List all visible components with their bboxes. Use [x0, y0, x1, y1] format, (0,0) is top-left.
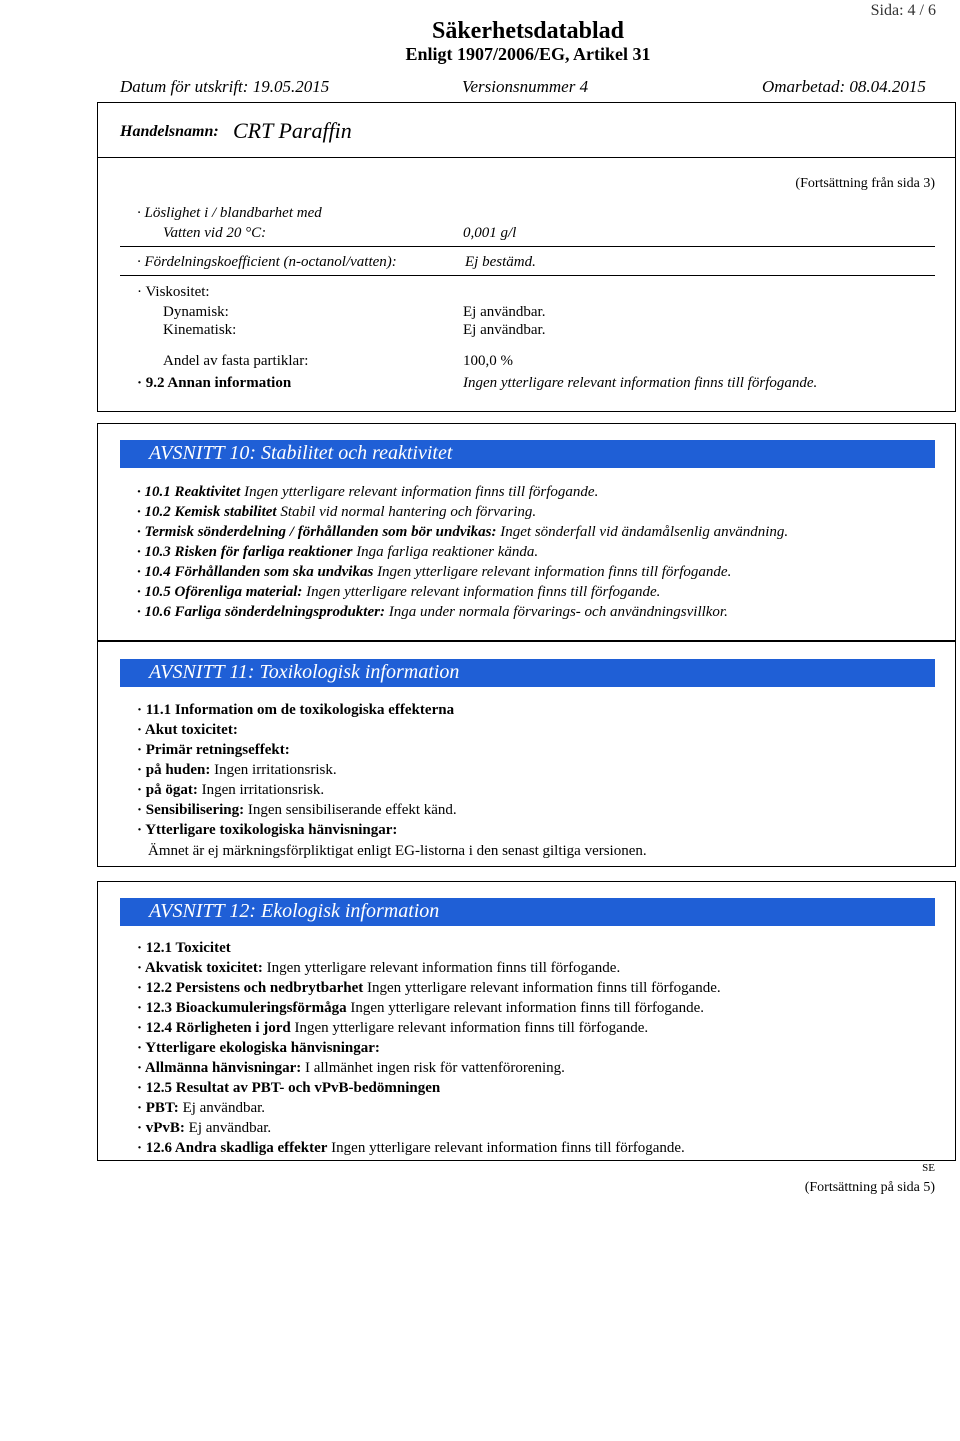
divider [120, 275, 935, 276]
additional-ecological-line: · Ytterligare ekologiska hänvisningar: [137, 1040, 380, 1056]
partition-value: Ej bestämd. [465, 254, 536, 270]
persistence-line: · 12.2 Persistens och nedbrytbarhet Ingen ytterligare relevant information finns till förfogande. [137, 980, 721, 996]
pbt-assessment-line: · 12.5 Resultat av PBT- och vPvB-bedömningen [137, 1080, 441, 1096]
general-notes-line: · Allmänna hänvisningar: I allmänhet ingen risk för vattenförorening. [137, 1060, 565, 1076]
toxicity-line: · 12.1 Toxicitet [137, 940, 231, 956]
eye-line: · på ögat: Ingen irritationsrisk. [137, 782, 325, 798]
document-subtitle: Enligt 1907/2006/EG, Artikel 31 [405, 44, 651, 64]
additional-toxicological-line: · Ytterligare toxikologiska hänvisningar: [137, 822, 398, 838]
document-title: Säkerhetsdatablad [431, 18, 625, 44]
viscosity-label: · Viskositet: [137, 284, 210, 300]
version-number: Versionsnummer 4 [462, 77, 589, 96]
section-12-heading: AVSNITT 12: Ekologisk information [149, 900, 440, 922]
bioaccumulation-line: · 12.3 Bioackumuleringsförmåga Ingen ytterligare relevant information finns till förfogande. [137, 1000, 704, 1016]
conditions-to-avoid-line: · 10.4 Förhållanden som ska undvikas Ingen ytterligare relevant information finns till förfogande. [137, 564, 732, 580]
reactivity-line: · 10.1 Reaktivitet Ingen ytterligare relevant information finns till förfogande. [137, 484, 599, 500]
incompatible-materials-line: · 10.5 Oförenliga material: Ingen ytterligare relevant information finns till förfogande. [137, 584, 661, 600]
trade-name: CRT Paraffin [233, 118, 352, 143]
section-10-heading-bar [120, 440, 935, 468]
acute-toxicity-line: · Akut toxicitet: [137, 722, 238, 738]
section-11-heading: AVSNITT 11: Toxikologisk information [149, 661, 460, 683]
solubility-label: · Löslighet i / blandbarhet med [137, 205, 322, 221]
chemical-stability-line: · 10.2 Kemisk stabilitet Stabil vid normal hantering och förvaring. [137, 504, 537, 520]
print-date: Datum för utskrift: 19.05.2015 [120, 77, 330, 96]
trade-name-label: Handelsnamn: [120, 123, 219, 140]
other-info-label: · 9.2 Annan information [137, 375, 292, 391]
solids-label: Andel av fasta partiklar: [163, 353, 309, 369]
section-11-heading-bar [120, 659, 935, 687]
other-info-value: Ingen ytterligare relevant information finns till förfogande. [463, 375, 818, 391]
revision-date: Omarbetad: 08.04.2015 [762, 77, 926, 96]
continued-from: (Fortsättning från sida 3) [795, 176, 935, 191]
dynamic-value: Ej användbar. [463, 304, 546, 320]
kinematic-value: Ej användbar. [463, 322, 546, 338]
other-adverse-effects-line: · 12.6 Andra skadliga effekter Ingen ytterligare relevant information finns till förfogande. [137, 1140, 685, 1156]
skin-line: · på huden: Ingen irritationsrisk. [137, 762, 337, 778]
primary-irritation-line: · Primär retningseffekt: [137, 742, 290, 758]
mobility-line: · 12.4 Rörligheten i jord Ingen ytterligare relevant information finns till förfogande. [137, 1020, 649, 1036]
continued-on: (Fortsättning på sida 5) [804, 1180, 935, 1195]
country-code: SE [922, 1162, 935, 1174]
water-label: Vatten vid 20 °C: [163, 225, 267, 241]
kinematic-label: Kinematisk: [163, 322, 237, 338]
trade-name-box [97, 102, 956, 158]
aquatic-toxicity-line: · Akvatisk toxicitet: Ingen ytterligare relevant information finns till förfogande. [137, 960, 621, 976]
pbt-line: · PBT: Ej användbar. [137, 1100, 266, 1116]
water-value: 0,001 g/l [463, 225, 517, 241]
toxicological-effects-line: · 11.1 Information om de toxikologiska effekterna [137, 702, 455, 718]
classification-note: Ämnet är ej märkningsförpliktigat enligt EG-listorna i den senast giltiga versionen. [148, 843, 647, 859]
section-10-heading: AVSNITT 10: Stabilitet och reaktivitet [149, 442, 453, 464]
solids-value: 100,0 % [463, 353, 513, 369]
partition-label: · Fördelningskoefficient (n-octanol/vatten): [137, 254, 397, 270]
dynamic-label: Dynamisk: [163, 304, 229, 320]
decomposition-products-line: · 10.6 Farliga sönderdelningsprodukter: Inga under normala förvarings- och användningsvillkor. [137, 604, 728, 620]
thermal-decomposition-line: · Termisk sönderdelning / förhållanden som bör undvikas: Inget sönderfall vid ändamålsenlig användning. [137, 524, 789, 540]
hazardous-reactions-line: · 10.3 Risken för farliga reaktioner Inga farliga reaktioner kända. [137, 544, 539, 560]
divider [120, 246, 935, 247]
sensitization-line: · Sensibilisering: Ingen sensibiliserande effekt känd. [137, 802, 457, 818]
vpvb-line: · vPvB: Ej användbar. [137, 1120, 272, 1136]
page-number: Sida: 4 / 6 [870, 2, 936, 19]
section-12-heading-bar [120, 898, 935, 926]
